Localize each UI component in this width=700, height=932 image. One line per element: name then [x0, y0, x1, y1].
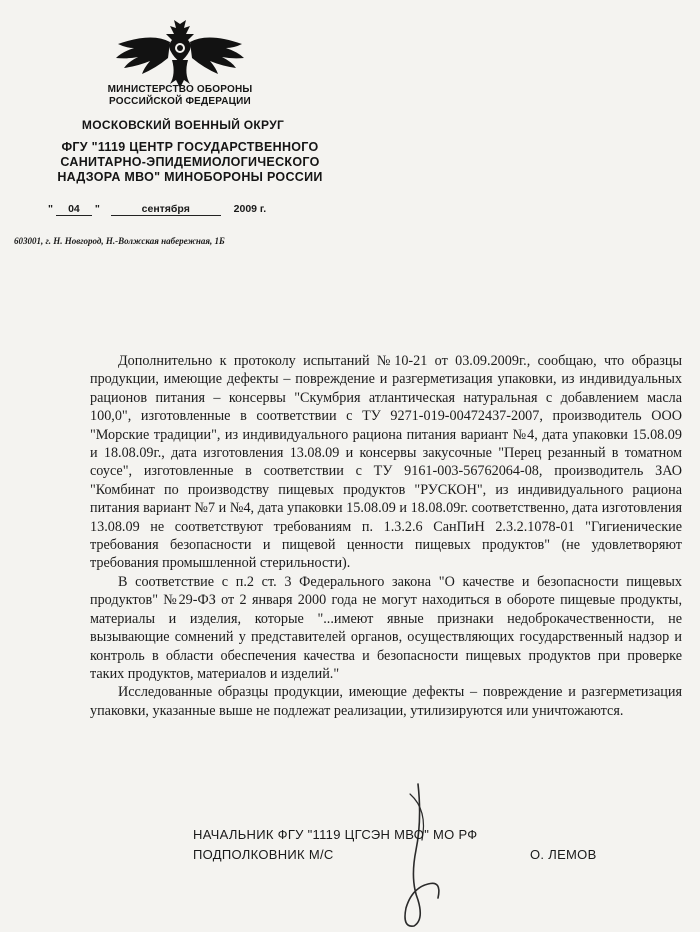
ministry-line-1: МИНИСТЕРСТВО ОБОРОНЫ [107, 84, 253, 95]
organization-line-1: ФГУ "1119 ЦЕНТР ГОСУДАРСТВЕННОГО [61, 140, 319, 154]
date-year: 2009 г. [233, 203, 267, 215]
signatory-title: НАЧАЛЬНИК ФГУ "1119 ЦГСЭН МВО" МО РФ [193, 827, 478, 842]
date-open-quote: " [48, 203, 53, 215]
signatory-name: О. ЛЕМОВ [530, 847, 597, 862]
double-headed-eagle-emblem-icon [112, 18, 248, 90]
date-day: 04 [56, 203, 92, 216]
ministry-line-2: РОССИЙСКОЙ ФЕДЕРАЦИИ [109, 96, 251, 107]
date-month: сентября [111, 203, 221, 216]
sender-address: 603001, г. Н. Новгород, Н.-Волжская набережная, 1Б [14, 236, 225, 246]
document-date [48, 203, 348, 216]
body-paragraph-2: В соответствие с п.2 ст. 3 Федерального закона "О качестве и безопасности пищевых продуктов" №29-ФЗ от 2 января 2000 года не могут находиться в обороте пищевые продукты, материалы и изделия, которые "...имеют явные признаки недоброкачественности, не вызывающие сомнений у представителей органов, осуществляющих государственный надзор и контроль в области обеспечения качества и безопасности пищевых продуктов при проверке таких продуктов, материалов и изделий." [90, 573, 682, 682]
letter-body [90, 352, 682, 720]
signatory-rank: ПОДПОЛКОВНИК М/С [193, 847, 334, 862]
handwritten-signature [388, 780, 458, 930]
organization-line-3: НАДЗОРА МВО" МИНОБОРОНЫ РОССИИ [57, 170, 323, 184]
organization-line-2: САНИТАРНО-ЭПИДЕМИОЛОГИЧЕСКОГО [60, 155, 320, 169]
body-paragraph-3: Исследованные образцы продукции, имеющие дефекты – повреждение и разгерметизация упаковки, указанные выше не подлежат реализации, утилизируются или уничтожаются. [90, 684, 682, 719]
district-heading: МОСКОВСКИЙ ВОЕННЫЙ ОКРУГ [81, 118, 285, 132]
body-paragraph-1: Дополнительно к протоколу испытаний №10-21 от 03.09.2009г., сообщаю, что образцы продукции, имеющие дефекты – повреждение и разгерметизация упаковки, из индивидуальных рационов питания – консервы "Скумбрия атлантическая натуральная с добавлением масла 100,0", изготовленные в соответствии с ТУ 9271-019-00472437-2007, производитель ООО "Морские традиции", из индивидуального рациона питания вариант №4, дата упаковки 15.08.09 и 18.08.09г., дата изготовления 13.08.09 и консервы закусочные "Перец резанный в томатном соусе", изготовленные в соответствии с ТУ 9161-003-56762064-08, производитель ЗАО "Комбинат по производству пищевых продуктов "РУСКОН", из индивидуального рациона питания вариант №7 и №4, дата упаковки 15.08.09 и 18.08.09г. соответственно, дата изготовления 13.08.09 не соответствуют требованиям п. 1.3.2.6 СанПиН 2.3.2.1078-01 "Гигиенические требования безопасности и пищевой ценности пищевых продуктов" (не удовлетворяют требования промышленной стерильности). [90, 353, 682, 572]
ministry-heading [80, 84, 280, 108]
organization-heading [40, 140, 340, 185]
date-close-quote: " [94, 203, 100, 215]
